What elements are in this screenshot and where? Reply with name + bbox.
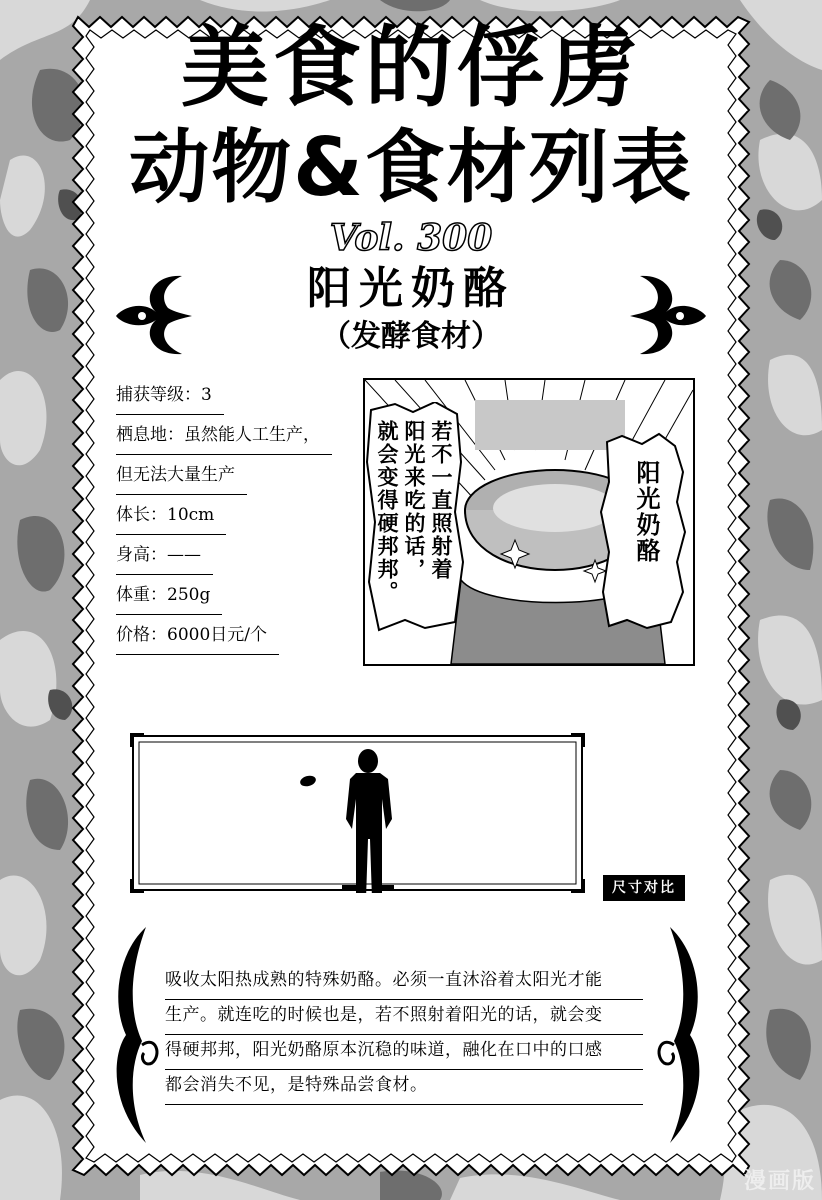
habitat-line-1: 栖息地：虽然能人工生产， [116, 420, 332, 455]
left-ornament [112, 270, 194, 360]
right-swirl-ornament [650, 925, 710, 1145]
list-item [116, 492, 366, 532]
list-item [116, 572, 366, 612]
list-item [116, 372, 366, 412]
panel-label: 阳光奶酪 [632, 460, 660, 564]
description-line: 生产。就连吃的时候也是，若不照射着阳光的话，就会变 [165, 1000, 643, 1035]
stats-list [116, 372, 366, 652]
right-ornament [628, 270, 710, 360]
panel-caption: 若不一直照射着 阳光来吃的话， 就会变得硬邦邦。 [375, 420, 453, 604]
list-item [116, 412, 366, 452]
weight: 体重：250g [116, 580, 222, 615]
series-title: 美食的俘虏 [180, 16, 641, 119]
ingredient-category: （发酵食材） [321, 319, 501, 354]
list-item [116, 532, 366, 572]
description [165, 965, 643, 1105]
list-item [116, 612, 366, 652]
description-line: 得硬邦邦，阳光奶酪原本沉稳的味道，融化在口中的口感 [165, 1035, 643, 1070]
capture-level: 捕获等级：3 [116, 380, 224, 415]
manga-panel [363, 378, 695, 666]
list-title: 动物&食材列表 [129, 121, 693, 214]
ingredient-name: 阳光奶酪 [307, 263, 515, 314]
left-swirl-ornament [106, 925, 166, 1145]
list-item [116, 452, 366, 492]
body-length: 体长：10cm [116, 500, 226, 535]
watermark: 漫画版 [743, 1169, 816, 1194]
habitat-line-2: 但无法大量生产 [116, 460, 247, 495]
volume-number: Vol. 300 [329, 217, 493, 259]
size-comparison-label: 尺寸对比 [603, 875, 685, 901]
height: 身高：—— [116, 540, 213, 575]
size-comparison-box [130, 733, 585, 893]
description-line: 吸收太阳热成熟的特殊奶酪。必须一直沐浴着太阳光才能 [165, 965, 643, 1000]
price: 价格：6000日元/个 [116, 620, 279, 655]
description-line: 都会消失不见，是特殊品尝食材。 [165, 1070, 643, 1105]
